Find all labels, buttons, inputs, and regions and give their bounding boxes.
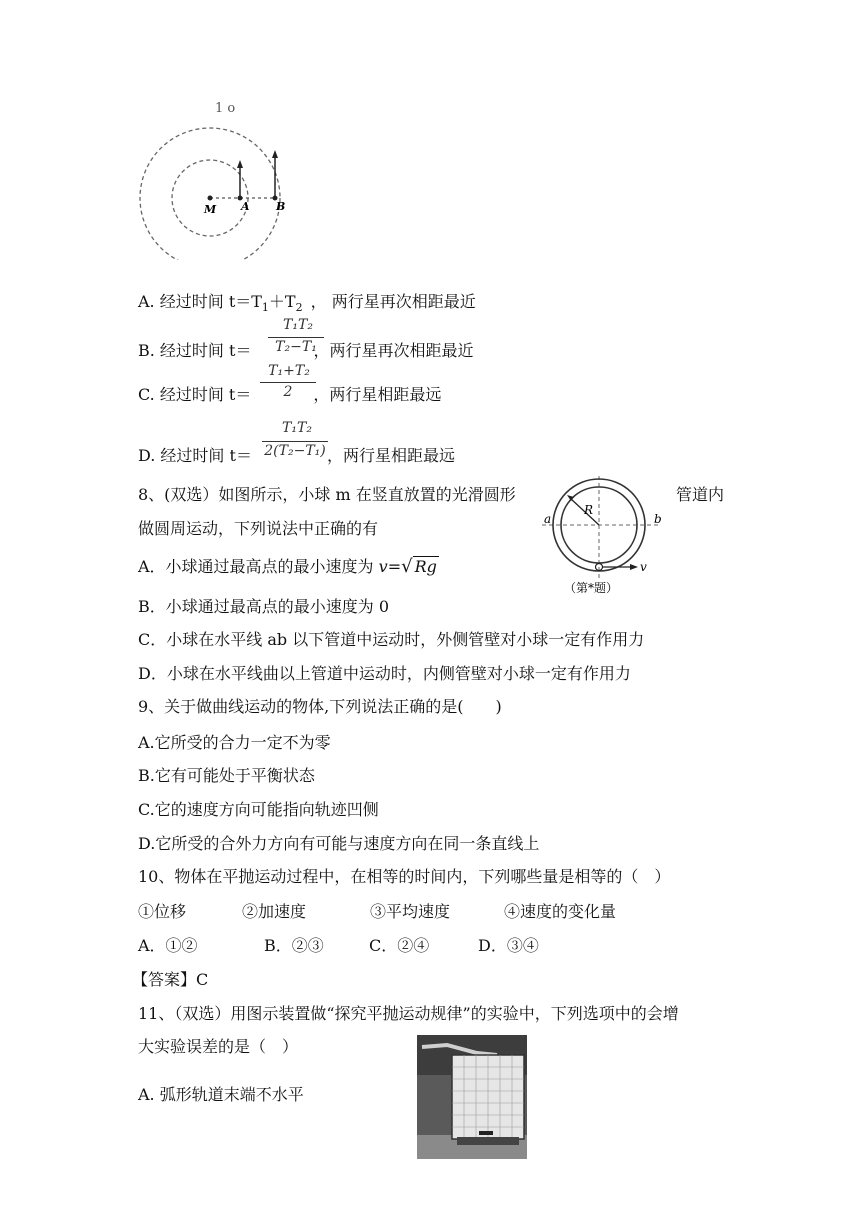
q8-option-b: B．小球通过最高点的最小速度为 0: [138, 597, 390, 616]
orbit-top-label: 1 o: [215, 101, 236, 116]
q10-answer: 【答案】C: [132, 970, 209, 989]
q8-stem-line2: 做圆周运动，下列说法中正确的有: [138, 519, 379, 538]
q11-stem-line1: 11、（双选）用图示装置做“探究平抛运动规律”的实验中，下列选项中的会增: [138, 1004, 679, 1023]
figure-caption: （第*题）: [564, 581, 619, 595]
tube-figure: [540, 474, 670, 600]
q7-d-denominator: 2(T₂−T₁): [264, 443, 326, 459]
q7-d-numerator: T₁T₂: [282, 420, 312, 436]
label-b: b: [654, 512, 662, 526]
label-v: v: [640, 560, 647, 574]
label-B: B: [276, 200, 286, 213]
q11-option-a: A. 弧形轨道末端不水平: [138, 1085, 304, 1104]
q7-c-numerator: T₁+T₂: [268, 363, 310, 379]
q7-option-d: D. 经过时间 t＝ ，两行星相距最远: [138, 446, 455, 465]
q8-stem-line1: 8、(双选）如图所示，小球 m 在竖直放置的光滑圆形: [138, 485, 516, 504]
label-M: M: [204, 203, 217, 216]
q7-option-b: B. 经过时间 t＝ ，两行星再次相距最近: [138, 341, 474, 360]
q10-item-4: ④速度的变化量: [504, 902, 617, 921]
q8-option-a: A．小球通过最高点的最小速度为 v=√ Rg: [138, 556, 437, 577]
label-A: A: [241, 200, 250, 213]
q10-option-b: B．②③: [264, 936, 324, 955]
q7-b-denominator: T₂−T₁: [275, 339, 317, 355]
q7-option-c: C. 经过时间 t＝ ，两行星相距最远: [138, 385, 442, 404]
q9-option-d: D.它所受的合外力方向有可能与速度方向在同一条直线上: [138, 834, 540, 853]
q9-option-b: B.它有可能处于平衡状态: [138, 766, 315, 785]
q9-option-a: A.它所受的合力一定不为零: [138, 733, 331, 752]
label-a: a: [544, 512, 552, 526]
q10-stem: 10、物体在平抛运动过程中，在相等的时间内，下列哪些量是相等的（ ）: [138, 867, 671, 886]
q10-item-1: ①位移: [138, 902, 187, 921]
q10-option-a: A．①②: [138, 936, 198, 955]
point-M: [208, 196, 213, 201]
label-R: R: [584, 503, 594, 517]
outer-orbit: [140, 128, 280, 260]
q10-item-2: ②加速度: [242, 902, 307, 921]
q8-stem-line1-end: 管道内: [676, 485, 725, 504]
q10-option-d: D．③④: [478, 936, 539, 955]
q7-option-a: A. 经过时间 $t=T_1+T_2$ ， 两行星再次相距最近: [138, 292, 476, 315]
q7-c-denominator: 2: [283, 384, 293, 400]
q9-option-c: C.它的速度方向可能指向轨迹凹侧: [138, 800, 379, 819]
orbit-figure: [130, 100, 310, 260]
q8-option-c: C．小球在水平线 ab 以下管道中运动时，外侧管壁对小球一定有作用力: [138, 630, 645, 649]
q8-option-d: D．小球在水平线曲以上管道中运动时，内侧管壁对小球一定有作用力: [138, 664, 631, 683]
q11-stem-line2: 大实验误差的是（ ）: [138, 1037, 299, 1056]
q9-stem: 9、关于做曲线运动的物体,下列说法正确的是( ): [138, 697, 502, 716]
q7-b-numerator: T₁T₂: [283, 317, 313, 333]
q10-option-c: C．②④: [369, 936, 430, 955]
apparatus-photo: [417, 1035, 527, 1159]
q10-item-3: ③平均速度: [370, 902, 451, 921]
